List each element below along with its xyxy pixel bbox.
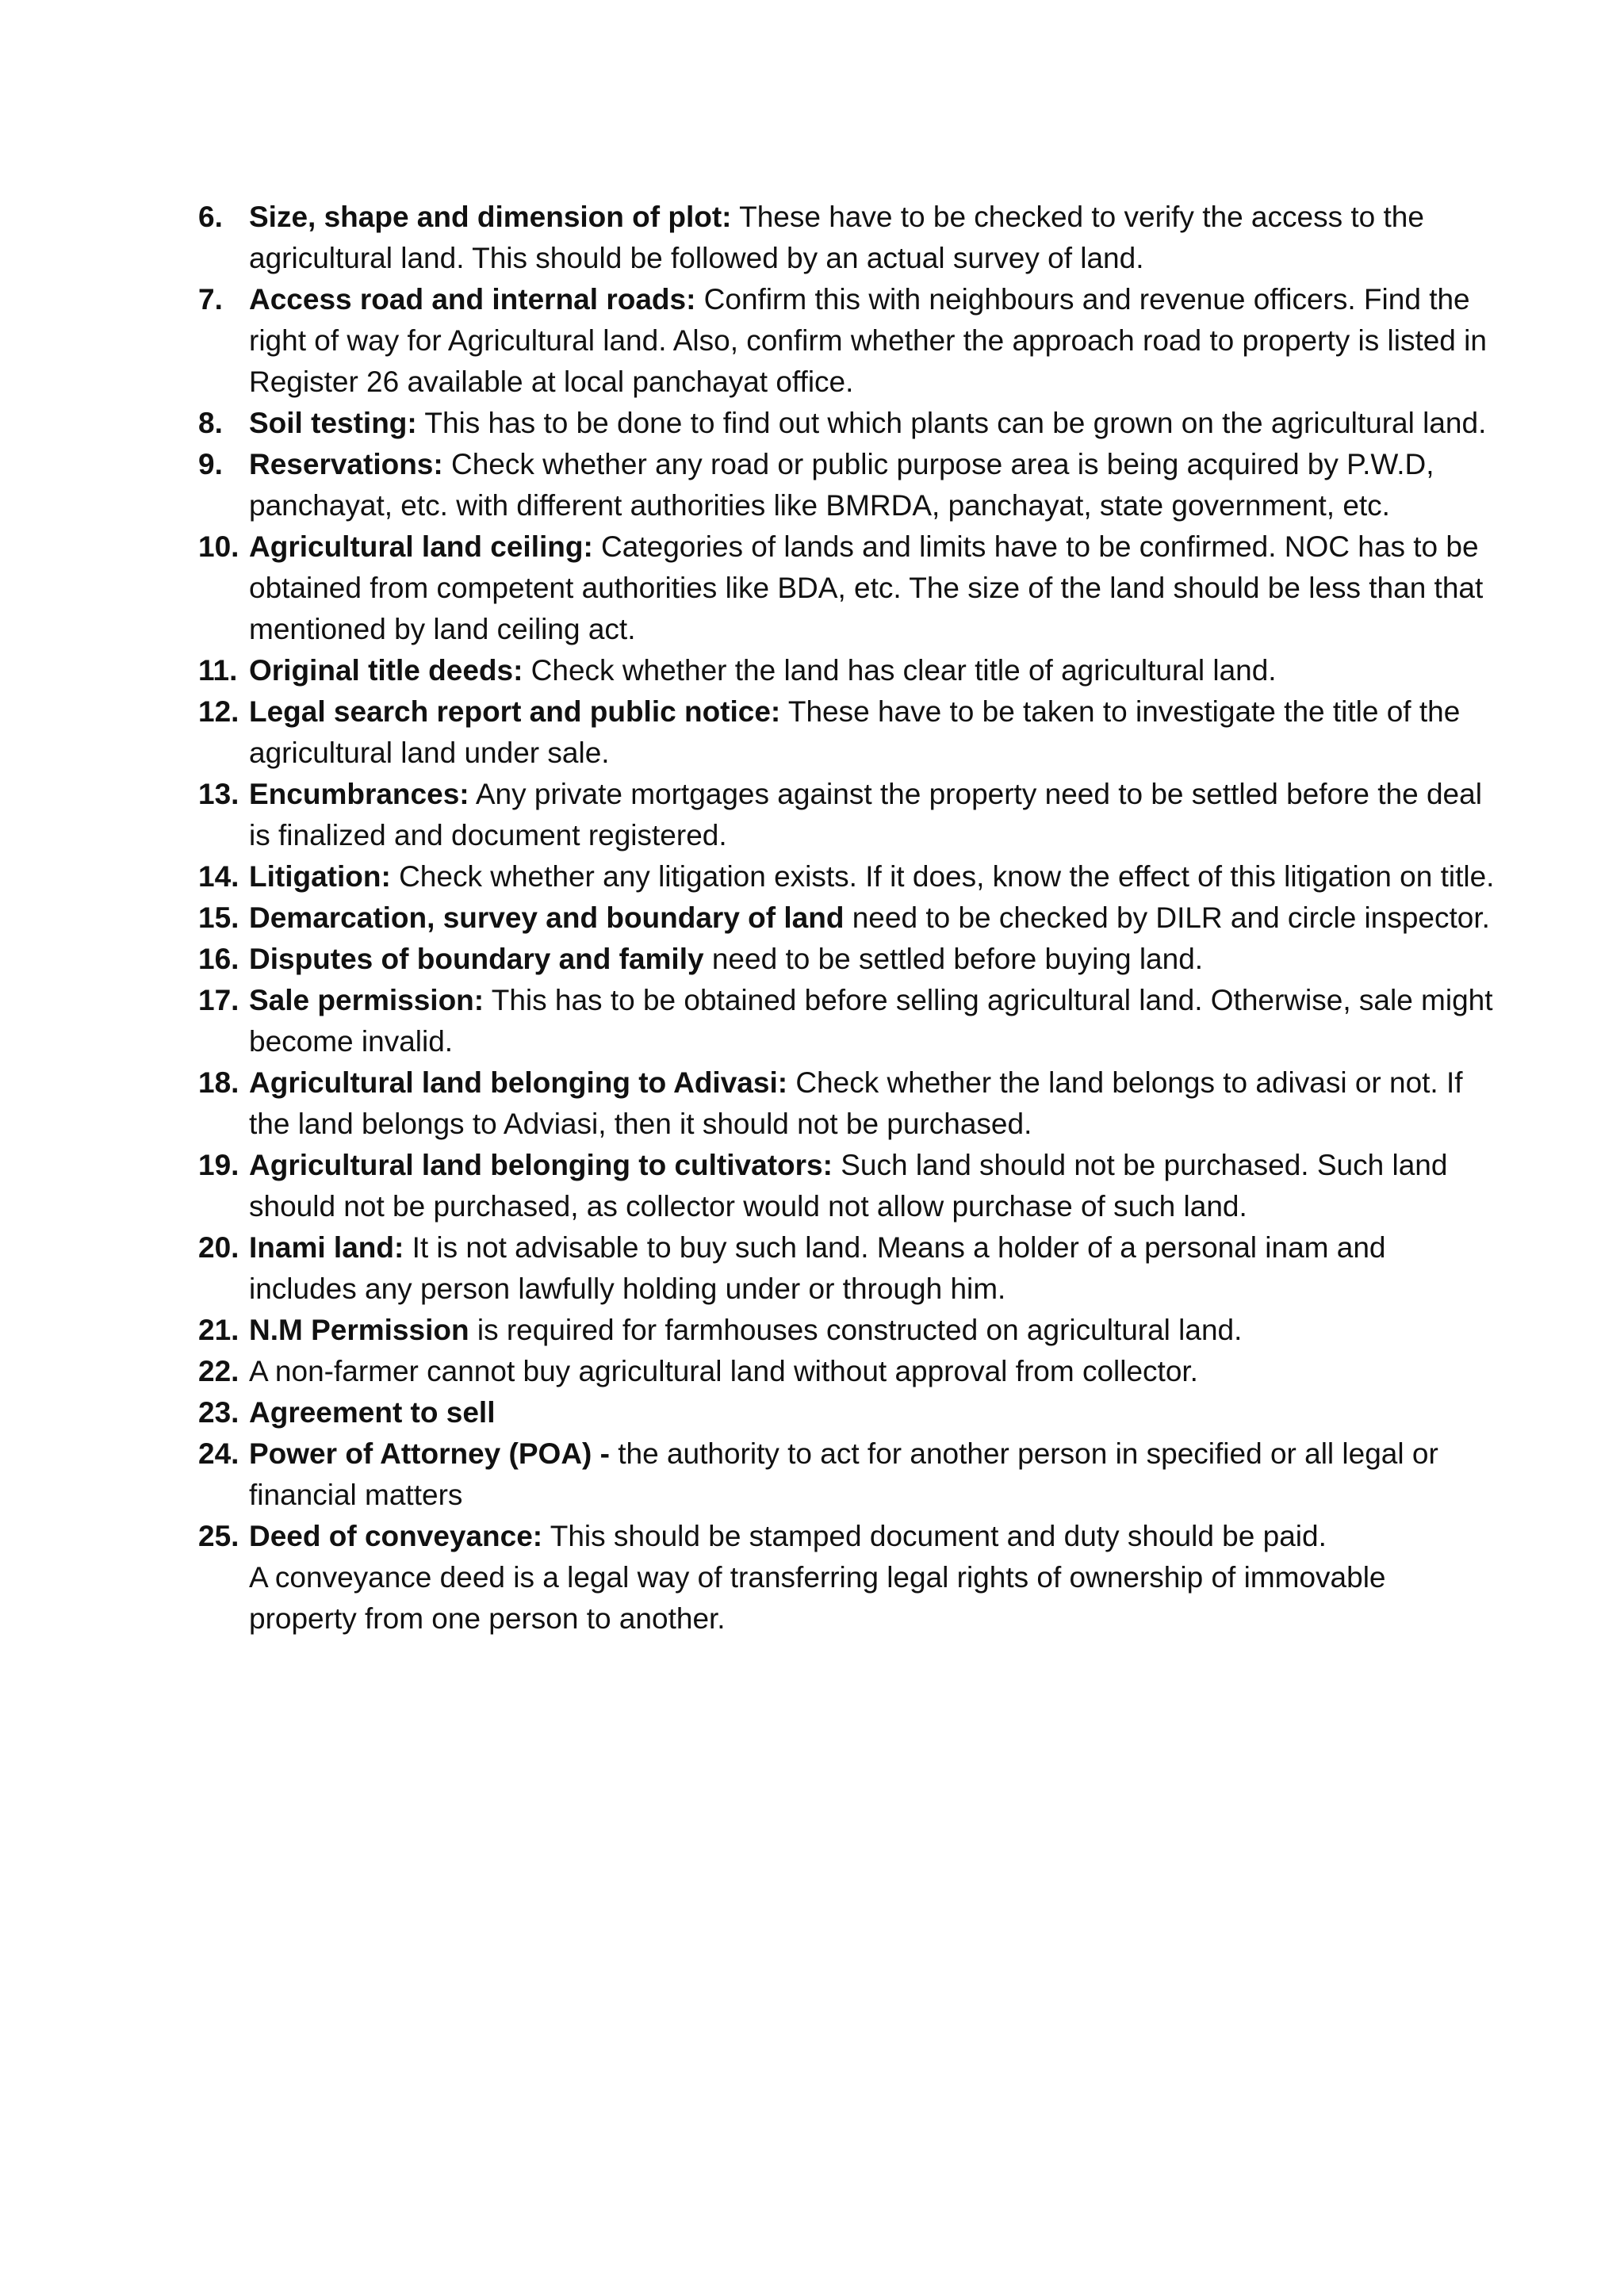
item-heading: Access road and internal roads:: [249, 283, 696, 316]
item-heading: Disputes of boundary and family: [249, 943, 704, 975]
item-heading: Agreement to sell: [249, 1396, 496, 1429]
item-text: Such land should not be purchased. Such land should not be purchased, as collector would not allow purchase of such land.: [249, 1149, 1448, 1223]
list-item: [198, 197, 1499, 279]
item-text: Any private mortgages against the property need to be settled before the deal is finalized and document registered.: [249, 778, 1482, 851]
list-item: [198, 1310, 1499, 1351]
item-text: Check whether the land belongs to adivasi or not. If the land belongs to Adviasi, then it should not be purchased.: [249, 1066, 1463, 1140]
item-extra-text: A conveyance deed is a legal way of transferring legal rights of ownership of immovable property from one person to another.: [249, 1561, 1386, 1635]
item-number: 22.: [198, 1355, 239, 1387]
item-heading: Inami land:: [249, 1231, 404, 1264]
item-heading: Demarcation, survey and boundary of land: [249, 901, 845, 934]
item-number: 9.: [198, 448, 223, 480]
item-number: 21.: [198, 1314, 239, 1346]
list-item: [198, 526, 1499, 650]
list-item: [198, 1392, 1499, 1433]
item-heading: Deed of conveyance:: [249, 1520, 543, 1552]
item-heading: Agricultural land belonging to cultivators:: [249, 1149, 833, 1181]
list-item: [198, 650, 1499, 691]
list-item: [198, 939, 1499, 980]
item-text: need to be checked by DILR and circle inspector.: [844, 901, 1490, 934]
list-item: [198, 403, 1499, 444]
item-number: 7.: [198, 283, 223, 316]
list-item: [198, 1516, 1499, 1640]
list-item: [198, 980, 1499, 1062]
item-text: It is not advisable to buy such land. Means a holder of a personal inam and includes any person lawfully holding under or through him.: [249, 1231, 1386, 1305]
item-number: 20.: [198, 1231, 239, 1264]
item-text: Check whether any litigation exists. If it does, know the effect of this litigation on title.: [390, 860, 1495, 893]
item-text: Check whether the land has clear title of agricultural land.: [523, 654, 1277, 687]
item-text: These have to be checked to verify the access to the agricultural land. This should be followed by an actual survey of land.: [249, 201, 1424, 274]
item-number: 10.: [198, 530, 239, 563]
item-heading: Agricultural land ceiling:: [249, 530, 593, 563]
item-heading: Original title deeds:: [249, 654, 523, 687]
item-text: These have to be taken to investigate the title of the agricultural land under sale.: [249, 695, 1461, 769]
item-text: This should be stamped document and duty should be paid.: [542, 1520, 1327, 1552]
item-number: 13.: [198, 778, 239, 810]
list-item: [198, 1145, 1499, 1227]
checklist: [198, 197, 1499, 1640]
list-item: [198, 897, 1499, 939]
list-item: [198, 279, 1499, 403]
item-heading: N.M Permission: [249, 1314, 469, 1346]
item-heading: Encumbrances:: [249, 778, 469, 810]
list-item: [198, 1062, 1499, 1145]
item-text: Confirm this with neighbours and revenue officers. Find the right of way for Agricultural land. Also, confirm whether the approach road to property is listed in Register 26 available at local panchayat office.: [249, 283, 1487, 398]
list-item: [198, 1227, 1499, 1310]
item-heading: Soil testing:: [249, 407, 417, 439]
list-item: [198, 856, 1499, 897]
item-number: 16.: [198, 943, 239, 975]
item-text: This has to be done to find out which plants can be grown on the agricultural land.: [416, 407, 1487, 439]
item-number: 18.: [198, 1066, 239, 1099]
item-text: the authority to act for another person in specified or all legal or financial matters: [249, 1437, 1438, 1511]
item-heading: Power of Attorney (POA) -: [249, 1437, 610, 1470]
item-number: 6.: [198, 201, 223, 233]
item-number: 23.: [198, 1396, 239, 1429]
item-number: 17.: [198, 984, 239, 1016]
item-heading: Agricultural land belonging to Adivasi:: [249, 1066, 788, 1099]
list-item: [198, 444, 1499, 526]
item-number: 14.: [198, 860, 239, 893]
item-number: 12.: [198, 695, 239, 728]
item-number: 11.: [198, 654, 238, 687]
list-item: [198, 1433, 1499, 1516]
item-text: Categories of lands and limits have to be confirmed. NOC has to be obtained from competent authorities like BDA, etc. The size of the land should be less than that mentioned by land ceiling act.: [249, 530, 1484, 645]
item-heading: Reservations:: [249, 448, 443, 480]
item-text: This has to be obtained before selling agricultural land. Otherwise, sale might become invalid.: [249, 984, 1493, 1058]
item-number: 19.: [198, 1149, 239, 1181]
item-number: 8.: [198, 407, 223, 439]
list-item: [198, 774, 1499, 856]
item-text: A non-farmer cannot buy agricultural land without approval from collector.: [249, 1355, 1198, 1387]
item-heading: Litigation:: [249, 860, 391, 893]
item-heading: Legal search report and public notice:: [249, 695, 781, 728]
list-item: [198, 691, 1499, 774]
item-number: 24.: [198, 1437, 239, 1470]
item-heading: Sale permission:: [249, 984, 485, 1016]
item-text: need to be settled before buying land.: [703, 943, 1204, 975]
item-text: is required for farmhouses constructed on agricultural land.: [469, 1314, 1243, 1346]
item-number: 25.: [198, 1520, 239, 1552]
list-item: [198, 1351, 1499, 1392]
item-text: Check whether any road or public purpose area is being acquired by P.W.D, panchayat, etc. with different authorities like BMRDA, panchayat, state government, etc.: [249, 448, 1434, 522]
item-heading: Size, shape and dimension of plot:: [249, 201, 732, 233]
item-number: 15.: [198, 901, 239, 934]
